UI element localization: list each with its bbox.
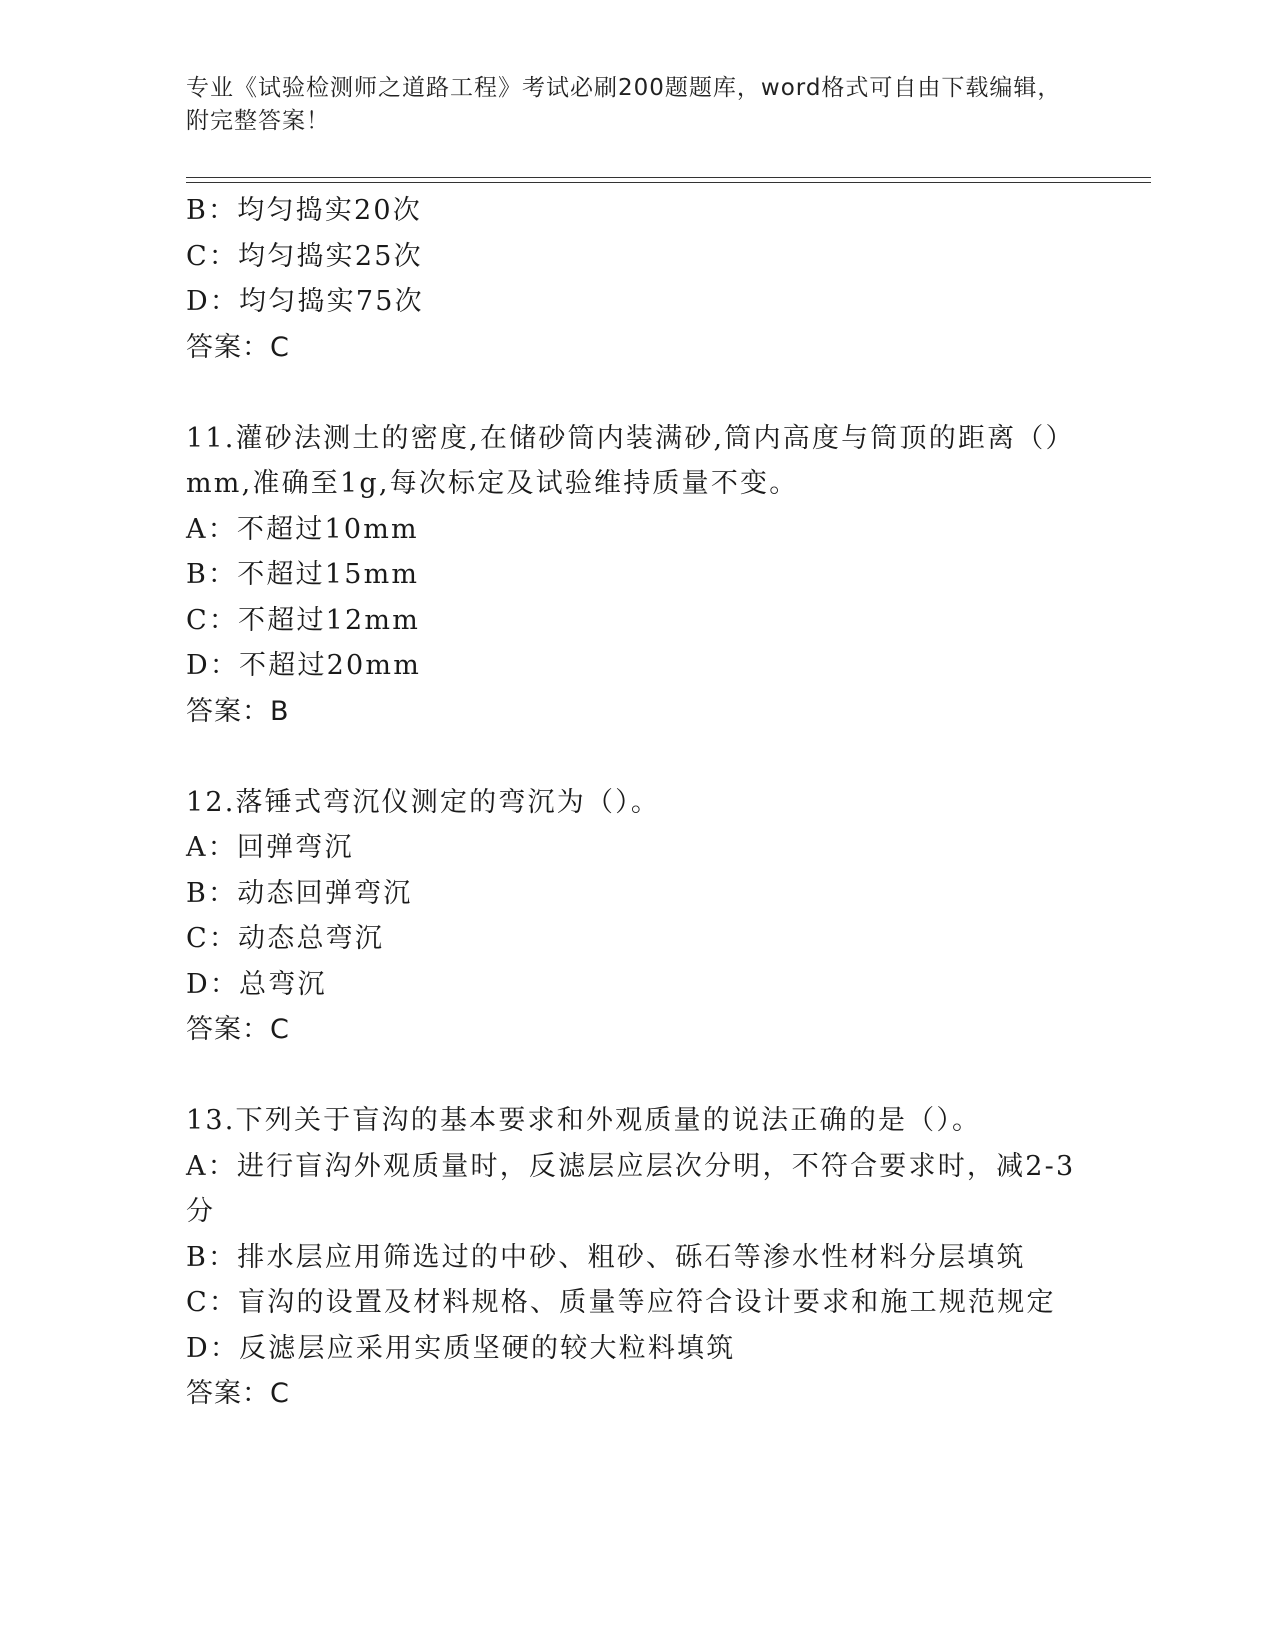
header-rule-bottom	[186, 182, 1151, 183]
question-content	[186, 188, 1076, 1417]
page-header: 专业《试验检测师之道路工程》考试必刷200题题库，word格式可自由下载编辑，附完整答案！	[186, 75, 1062, 134]
option-d: D：总弯沉	[186, 968, 327, 1000]
question-13	[186, 1098, 1076, 1417]
spacer	[186, 370, 1076, 416]
option-d: D：不超过20mm	[186, 650, 422, 681]
question-stem: 12.落锤式弯沉仪测定的弯沉为（）。	[186, 786, 661, 818]
option-d: D：均匀捣实75次	[186, 286, 424, 317]
answer-line: 答案：C	[186, 1378, 290, 1409]
question-stem: 11.灌砂法测土的密度,在储砂筒内装满砂,筒内高度与筒顶的距离（）mm,准确至1g,每次标定及试验维持质量不变。	[186, 422, 1075, 499]
continued-question	[186, 188, 1076, 370]
spacer	[186, 734, 1076, 780]
option-b: B：排水层应用筛选过的中砂、粗砂、砾石等渗水性材料分层填筑	[186, 1241, 1026, 1273]
answer-line: 答案：C	[186, 1014, 290, 1045]
answer-line: 答案：B	[186, 695, 290, 727]
answer-line: 答案：C	[186, 331, 290, 363]
option-b: B：不超过15mm	[186, 559, 420, 590]
option-b: B：动态回弹弯沉	[186, 877, 413, 909]
question-12	[186, 780, 1076, 1053]
option-b: B：均匀捣实20次	[186, 195, 422, 226]
option-a: A：不超过10mm	[186, 513, 419, 545]
option-a: A：进行盲沟外观质量时，反滤层应层次分明，不符合要求时，减2-3分	[186, 1150, 1076, 1227]
question-11	[186, 416, 1076, 735]
option-c: C：盲沟的设置及材料规格、质量等应符合设计要求和施工规范规定	[186, 1287, 1056, 1318]
option-c: C：不超过12mm	[186, 604, 421, 636]
spacer	[186, 1053, 1076, 1099]
option-a: A：回弹弯沉	[186, 832, 354, 863]
option-c: C：动态总弯沉	[186, 923, 385, 954]
option-c: C：均匀捣实25次	[186, 240, 423, 272]
question-stem: 13.下列关于盲沟的基本要求和外观质量的说法正确的是（）。	[186, 1105, 982, 1136]
header-rule-top	[186, 177, 1151, 178]
option-d: D：反滤层应采用实质坚硬的较大粒料填筑	[186, 1332, 736, 1364]
